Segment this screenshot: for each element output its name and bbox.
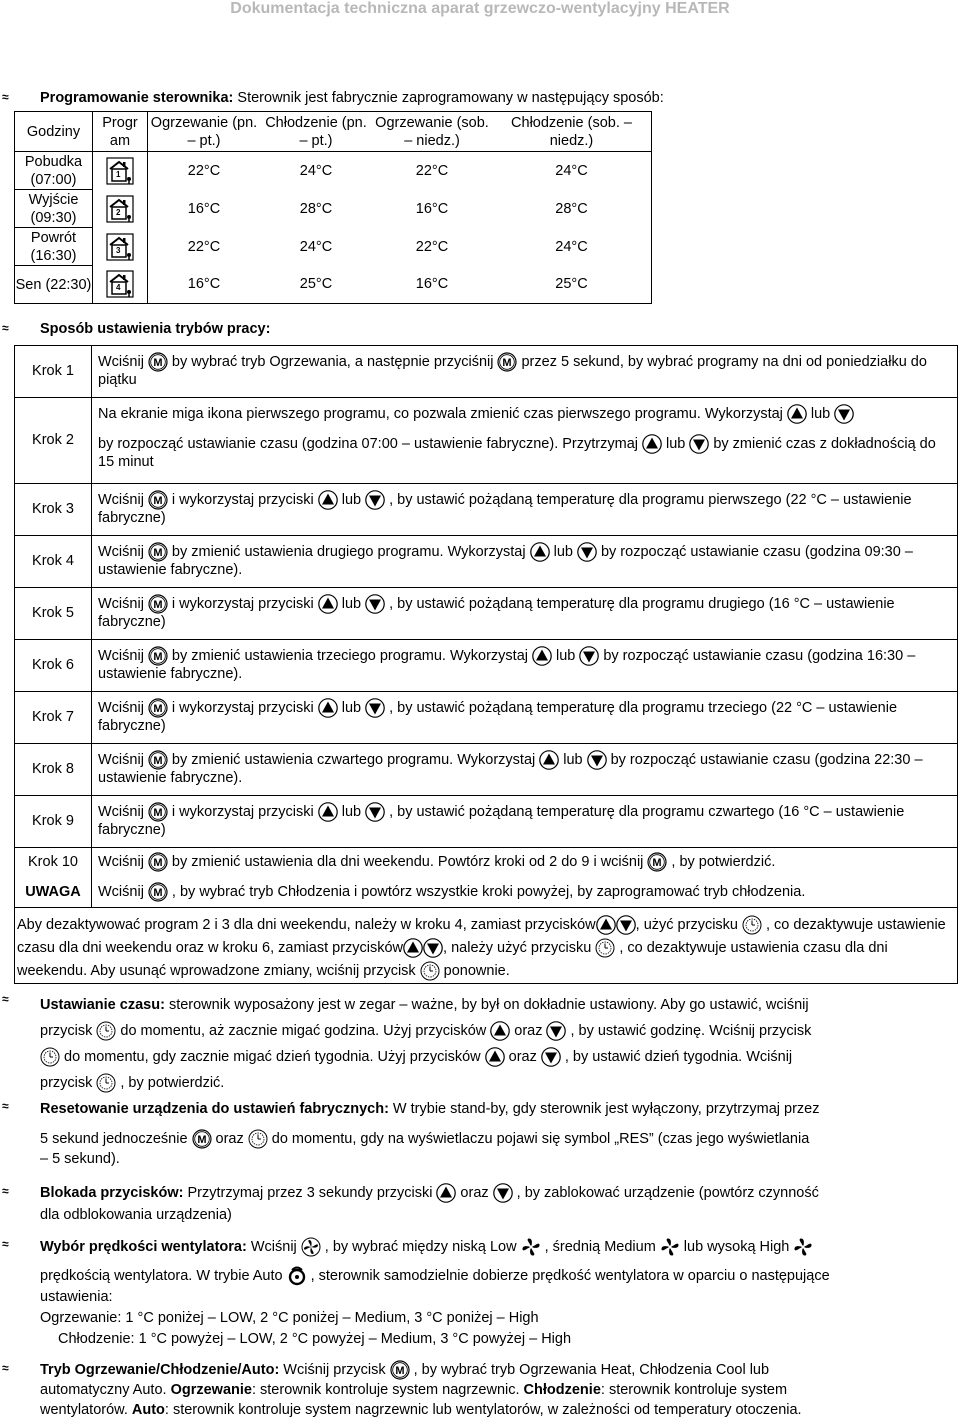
clock-button-icon — [742, 915, 762, 935]
mode-auto-label: Auto — [131, 1402, 165, 1419]
bullet-icon: ≈ — [2, 1361, 6, 1375]
step-text: lub — [341, 803, 362, 820]
step-row — [15, 744, 958, 796]
clock-button-icon — [96, 1021, 116, 1041]
col-heat-weekday: Ogrzewanie (pn. – pt.) — [148, 112, 261, 152]
col-program: Progr am — [93, 112, 148, 152]
reset-heading: Resetowanie urządzenia do ustawień fabrycznych: — [40, 1101, 389, 1117]
fan-low-icon — [521, 1237, 541, 1257]
table-cell: 24°C — [492, 228, 652, 266]
clock-text: oraz — [514, 1023, 543, 1039]
reset-text: oraz — [215, 1131, 244, 1147]
fan-high-icon — [793, 1237, 813, 1257]
mode-heating-label: Ogrzewanie — [170, 1382, 252, 1399]
m-button-icon — [148, 698, 168, 718]
up-button-icon — [318, 698, 338, 718]
clock-button-icon — [40, 1047, 60, 1067]
step-text: Wciśnij — [98, 647, 144, 664]
clock-section — [40, 992, 940, 1096]
m-button-icon — [148, 882, 168, 902]
table-cell: 16°C — [148, 266, 261, 304]
fan-text: Wciśnij — [246, 1239, 297, 1255]
step-text: Wciśnij — [98, 751, 144, 768]
fan-heading: Wybór prędkości wentylatora: — [40, 1239, 247, 1255]
down-button-icon — [365, 698, 385, 718]
bullet-icon: ≈ — [2, 1184, 6, 1198]
step-text: Wciśnij — [98, 883, 144, 900]
note-text: , należy użyć przycisku — [443, 940, 592, 956]
note-label: UWAGA — [15, 878, 92, 908]
step-row — [15, 640, 958, 692]
step-row — [15, 848, 958, 878]
up-button-icon — [787, 404, 807, 424]
step-text: i wykorzystaj przyciski — [171, 595, 314, 612]
bullet-icon: ≈ — [2, 321, 6, 335]
step-text: , by wybrać tryb Chłodzenia i powtórz wszystkie kroki powyżej, by zaprogramować tryb chłodzenia. — [171, 883, 806, 900]
row-label: Sen (22:30) — [15, 266, 93, 304]
m-button-icon — [148, 646, 168, 666]
steps-table — [14, 345, 958, 984]
house-1-icon — [106, 157, 134, 185]
step-label: Krok 10 — [15, 848, 92, 878]
up-button-icon — [532, 646, 552, 666]
fan-button-icon — [301, 1237, 321, 1257]
step-row — [15, 878, 958, 908]
step-text: Wciśnij — [98, 491, 144, 508]
fan-text: prędkością wentylatora. W trybie Auto — [40, 1268, 283, 1284]
step-label: Krok 2 — [15, 398, 92, 484]
fan-text: , sterownik samodzielnie dobierze prędkość wentylatora w oparciu o następujące — [310, 1268, 830, 1284]
table-row — [15, 190, 652, 228]
house-2-icon — [106, 195, 134, 223]
table-cell: 16°C — [187, 200, 221, 217]
m-button-icon — [148, 352, 168, 372]
svg-text:2: 2 — [116, 207, 121, 217]
step-text: , by ustawić pożądaną temperaturę dla programu pierwszego (22 °C – ustawienie fabryczne) — [98, 491, 912, 526]
step-text: by zmienić ustawienia trzeciego programu. Wykorzystaj — [171, 647, 528, 664]
step-text: i wykorzystaj przyciski — [171, 803, 314, 820]
step-text: by rozpocząć ustawianie czasu (godzina 16:30 – ustawienie fabryczne). — [98, 647, 916, 682]
clock-text: przycisk — [40, 1023, 93, 1039]
down-button-icon — [365, 802, 385, 822]
down-button-icon — [689, 434, 709, 454]
step-row — [15, 588, 958, 640]
fan-text: ustawienia: — [40, 1289, 113, 1305]
fan-medium-icon — [660, 1237, 680, 1257]
down-button-icon — [365, 490, 385, 510]
reset-text: do momentu, gdy na wyświetlaczu pojawi się symbol „RES” (czas jego wyświetlania — [271, 1131, 810, 1147]
mode-text: Wciśnij przycisk — [279, 1362, 386, 1378]
svg-text:3: 3 — [116, 245, 121, 255]
step-text: Wciśnij — [98, 853, 144, 870]
step-text: , by ustawić pożądaną temperaturę dla programu czwartego (16 °C – ustawienie fabryczne) — [98, 803, 905, 838]
svg-text:1: 1 — [116, 169, 121, 179]
step-text: Wciśnij — [98, 595, 144, 612]
table-cell: 25°C — [492, 266, 652, 304]
up-button-icon — [490, 1021, 510, 1041]
note-text: , co dezaktywuje ustawienie czasu dla dni weekendu oraz w kroku 6, zamiast przycisków — [17, 917, 946, 956]
clock-text: , by ustawić dzień tygodnia. Wciśnij — [564, 1049, 793, 1065]
table-row — [15, 266, 652, 304]
mode-cooling-label: Chłodzenie — [523, 1382, 601, 1399]
clock-text: oraz — [508, 1049, 537, 1065]
table-cell: 24°C — [492, 152, 652, 190]
auto-mode-icon — [287, 1266, 307, 1286]
note-text: Aby dezaktywować program 2 i 3 dla dni weekendu, należy w kroku 4, zamiast przycisków — [17, 917, 596, 933]
step-text: by zmienić ustawienia drugiego programu. Wykorzystaj — [171, 543, 526, 560]
down-button-icon — [493, 1183, 513, 1203]
clock-button-icon — [248, 1129, 268, 1149]
step-text: Wciśnij — [98, 699, 144, 716]
down-button-icon — [616, 915, 636, 935]
bullet-icon: ≈ — [2, 992, 6, 1006]
step-text: by rozpocząć ustawianie czasu (godzina 22:30 – ustawienie fabryczne). — [98, 751, 923, 786]
clock-button-icon — [420, 961, 440, 981]
house-4-icon — [106, 270, 134, 298]
row-label: Wyjście (09:30) — [15, 190, 93, 228]
table-cell: 16°C — [372, 266, 492, 304]
clock-text: , by potwierdzić. — [120, 1075, 225, 1091]
clock-text: sterownik wyposażony jest w zegar – ważne, by był on dokładnie ustawiony. Aby go ustawić, wciśnij — [164, 997, 809, 1013]
lock-section — [40, 1182, 940, 1226]
down-button-icon — [546, 1021, 566, 1041]
lock-text: Przytrzymaj przez 3 sekundy przyciski — [183, 1185, 433, 1201]
reset-section — [40, 1099, 940, 1169]
m-button-icon — [497, 352, 517, 372]
m-button-icon — [192, 1129, 212, 1149]
up-button-icon — [318, 490, 338, 510]
m-button-icon — [148, 542, 168, 562]
m-button-icon — [647, 852, 667, 872]
note-text: ponownie. — [443, 963, 510, 979]
step-text: lub — [810, 405, 831, 422]
down-button-icon — [423, 938, 443, 958]
mode-text: wentylatorów. — [40, 1402, 132, 1419]
step-row — [15, 398, 958, 484]
up-button-icon — [642, 434, 662, 454]
step-label: Krok 3 — [15, 484, 92, 536]
down-button-icon — [587, 750, 607, 770]
lock-text: dla odblokowania urządzenia) — [40, 1207, 232, 1223]
house-3-icon — [106, 233, 134, 261]
down-button-icon — [365, 594, 385, 614]
step-label: Krok 8 — [15, 744, 92, 796]
row-label: Powrót (16:30) — [15, 228, 93, 266]
table-row — [15, 228, 652, 266]
fan-text: lub wysoką High — [683, 1239, 790, 1255]
col-cool-weekend: Chłodzenie (sob. – niedz.) — [492, 112, 652, 152]
step-text: by rozpocząć ustawianie czasu (godzina 07:00 – ustawienie fabryczne). Przytrzymaj — [98, 435, 638, 452]
fan-cooling-rule: Chłodzenie: 1 °C powyżej – LOW, 2 °C powyżej – Medium, 3 °C powyżej – High — [58, 1331, 572, 1347]
fan-section — [40, 1236, 950, 1350]
step-text: lub — [553, 543, 573, 560]
clock-text: przycisk — [40, 1075, 93, 1091]
step-row — [15, 796, 958, 848]
step-label: Krok 1 — [15, 346, 92, 398]
down-button-icon — [577, 542, 597, 562]
note-text: , co dezaktywuje ustawienia czasu dla dni weekendu. Aby usunąć wprowadzone zmiany, wciśnij przycisk — [17, 940, 888, 979]
clock-text: do momentu, aż zacznie migać godzina. Użyj przycisków — [120, 1023, 487, 1039]
step-text: by rozpocząć ustawianie czasu (godzina 09:30 – ustawienie fabryczne). — [98, 543, 913, 578]
mode-text: , by wybrać tryb Ogrzewania Heat, Chłodzenia Cool lub — [413, 1362, 770, 1378]
fan-text: , by wybrać między niską Low — [324, 1239, 517, 1255]
reset-text: W trybie stand-by, gdy sterownik jest wyłączony, przytrzymaj przez — [388, 1101, 820, 1117]
clock-text: do momentu, gdy zacznie migać dzień tygodnia. Użyj przycisków — [64, 1049, 481, 1065]
mode-text: : sterownik kontroluje system — [600, 1382, 788, 1399]
step-text: Wciśnij — [98, 543, 144, 560]
step-text: by zmienić ustawienia czwartego programu. Wykorzystaj — [171, 751, 536, 768]
step-text: Na ekranie miga ikona pierwszego programu, co pozwala zmienić czas pierwszego programu. Wykorzystaj — [98, 405, 783, 422]
step-text: lub — [665, 435, 686, 452]
table-cell: 28°C — [492, 190, 652, 228]
bullet-icon: ≈ — [2, 90, 6, 104]
up-button-icon — [485, 1047, 505, 1067]
mode-text: : sterownik kontroluje system nagrzewnic lub wentylatorów, w zależności od temperatury otoczenia. — [164, 1402, 802, 1419]
step-text: , by ustawić pożądaną temperaturę dla programu trzeciego (22 °C – ustawienie fabryczne) — [98, 699, 898, 734]
step-label: Krok 9 — [15, 796, 92, 848]
table-cell: 24°C — [299, 238, 333, 255]
lock-text: oraz — [460, 1185, 489, 1201]
table-cell: 24°C — [299, 162, 333, 179]
document-header: Dokumentacja techniczna aparat grzewczo-wentylacyjny HEATER — [230, 0, 730, 17]
step-text: przez 5 sekund, by wybrać programy na dni od poniedziałku do piątku — [98, 353, 927, 388]
row-label: Pobudka (07:00) — [15, 152, 93, 190]
down-button-icon — [541, 1047, 561, 1067]
step-text: , by ustawić pożądaną temperaturę dla programu drugiego (16 °C – ustawienie fabryczne) — [98, 595, 895, 630]
up-button-icon — [318, 802, 338, 822]
lock-text: , by zablokować urządzenie (powtórz czynność — [516, 1185, 819, 1201]
step-text: by wybrać tryb Ogrzewania, a następnie przyciśnij — [171, 353, 494, 370]
reset-text: – 5 sekund). — [40, 1151, 120, 1168]
up-button-icon — [530, 542, 550, 562]
down-button-icon — [579, 646, 599, 666]
programming-heading-bold: Programowanie sterownika: — [40, 90, 234, 106]
m-button-icon — [148, 490, 168, 510]
step-row — [15, 346, 958, 398]
clock-button-icon — [595, 938, 615, 958]
table-cell: 22°C — [415, 162, 449, 179]
program-table — [14, 111, 652, 304]
up-button-icon — [436, 1183, 456, 1203]
table-cell: 16°C — [415, 200, 449, 217]
col-heat-weekend: Ogrzewanie (sob. – niedz.) — [372, 112, 492, 152]
step-label: Krok 6 — [15, 640, 92, 692]
step-text: by zmienić ustawienia dla dni weekendu. Powtórz kroki od 2 do 9 i wciśnij — [171, 853, 644, 870]
step-text: lub — [341, 699, 362, 716]
programming-heading-text: Sterownik jest fabrycznie zaprogramowany w następujący sposób: — [233, 90, 664, 106]
m-button-icon — [148, 852, 168, 872]
step-row — [15, 692, 958, 744]
up-button-icon — [596, 915, 616, 935]
bullet-icon: ≈ — [2, 1099, 6, 1113]
m-button-icon — [148, 750, 168, 770]
mode-section — [40, 1360, 950, 1420]
modes-heading: Sposób ustawienia trybów pracy: — [40, 321, 271, 337]
table-cell: 28°C — [299, 200, 333, 217]
table-cell: 22°C — [187, 238, 221, 255]
note-text: , użyć przycisku — [635, 917, 738, 933]
mode-text: automatyczny Auto. — [40, 1382, 171, 1399]
col-cool-weekday: Chłodzenie (pn. – pt.) — [260, 112, 372, 152]
fan-heating-rule: Ogrzewanie: 1 °C poniżej – LOW, 2 °C poniżej – Medium, 3 °C poniżej – High — [40, 1310, 539, 1326]
table-cell: 25°C — [260, 266, 372, 304]
note-row — [15, 908, 958, 984]
clock-heading: Ustawianie czasu: — [40, 997, 165, 1013]
step-text: i wykorzystaj przyciski — [171, 491, 314, 508]
mode-text: : sterownik kontroluje system nagrzewnic. — [251, 1382, 524, 1399]
svg-text:4: 4 — [116, 283, 121, 293]
step-text: lub — [341, 491, 362, 508]
m-button-icon — [148, 802, 168, 822]
down-button-icon — [834, 404, 854, 424]
clock-text: , by ustawić godzinę. Wciśnij przycisk — [570, 1023, 812, 1039]
m-button-icon — [390, 1360, 410, 1380]
col-hours: Godziny — [15, 112, 93, 152]
table-cell: 22°C — [415, 238, 449, 255]
step-text: lub — [555, 647, 576, 664]
step-text: Wciśnij — [98, 353, 144, 370]
programming-heading — [40, 90, 664, 106]
up-button-icon — [318, 594, 338, 614]
step-row — [15, 484, 958, 536]
up-button-icon — [539, 750, 559, 770]
fan-text: , średnią Medium — [544, 1239, 656, 1255]
step-label: Krok 5 — [15, 588, 92, 640]
up-button-icon — [403, 938, 423, 958]
m-button-icon — [148, 594, 168, 614]
step-row — [15, 536, 958, 588]
lock-heading: Blokada przycisków: — [40, 1185, 184, 1201]
reset-text: 5 sekund jednocześnie — [40, 1131, 188, 1147]
mode-heading: Tryb Ogrzewanie/Chłodzenie/Auto: — [40, 1362, 280, 1378]
step-text: , by potwierdzić. — [671, 853, 776, 870]
step-text: i wykorzystaj przyciski — [171, 699, 314, 716]
table-cell: 22°C — [187, 162, 221, 179]
bullet-icon: ≈ — [2, 1237, 6, 1251]
table-row — [15, 152, 652, 190]
step-text: lub — [341, 595, 362, 612]
step-text: Wciśnij — [98, 803, 144, 820]
step-text: by zmienić czas z dokładnością do 15 minut — [98, 435, 936, 470]
step-label: Krok 7 — [15, 692, 92, 744]
step-label: Krok 4 — [15, 536, 92, 588]
clock-button-icon — [96, 1073, 116, 1093]
step-text: lub — [563, 751, 583, 768]
